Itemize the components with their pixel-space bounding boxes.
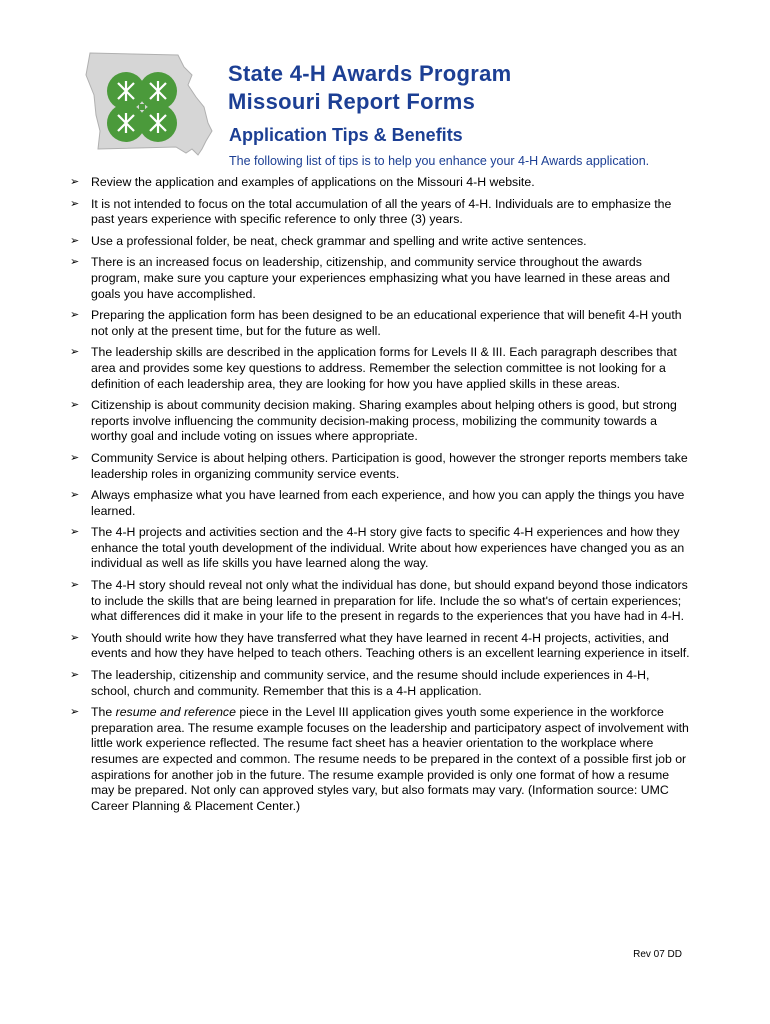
tip-item [70,308,690,339]
tip-text: The 4-H story should reveal not only what the individual has done, but should expand beyond those indicators to include the skills that are being learned in preparation for life. Include the so what's of certain experiences; what differences did it make in your life to the present in regards to the experiences that you have had in 4-H. [91,578,688,624]
tip-item [70,488,690,519]
tip-text: It is not intended to focus on the total accumulation of all the years of 4-H. Individuals are to emphasize the past years experience with specific reference to only three (3) years. [91,196,672,227]
clover-icon [107,72,177,142]
tip-text: Use a professional folder, be neat, check grammar and spelling and write active sentences. [91,233,587,248]
page-subtitle: Application Tips & Benefits [229,125,463,145]
arrow-bullet-icon: ➢ [70,309,80,322]
arrow-bullet-icon: ➢ [70,176,80,188]
arrow-bullet-icon: ➢ [70,451,80,464]
arrow-bullet-icon: ➢ [70,399,80,412]
tip-text: Preparing the application form has been designed to be an educational experience that will benefit 4-H youth not only at the present time, but for the future as well. [91,308,682,338]
tips-list [70,175,690,820]
arrow-bullet-icon: ➢ [70,197,80,210]
tip-item-resume [70,705,690,814]
tip-item [70,175,690,191]
tip-text: Community Service is about helping others. Participation is good, however the stronger reports members take leadership roles in organizing community service events. [91,450,688,481]
intro-text: The following list of tips is to help you enhance your 4-H Awards application. [229,154,650,168]
tip-item [70,525,690,572]
arrow-bullet-icon: ➢ [70,631,80,644]
tip-item [70,668,690,699]
tip-text: The leadership, citizenship and community service, and the resume should include experiences in 4-H, school, church and community. Remember that this is a 4-H application. [91,668,650,698]
arrow-bullet-icon: ➢ [70,346,80,359]
arrow-bullet-icon: ➢ [70,526,80,539]
arrow-bullet-icon: ➢ [70,256,80,269]
tip-text: Youth should write how they have transferred what they have learned in recent 4-H projects, activities, and events and how they have helped to teach others. Teaching others is an excellent learning experience in itself. [91,630,690,661]
tip-item [70,255,690,302]
tip-text: Review the application and examples of applications on the Missouri 4-H website. [91,175,535,189]
arrow-bullet-icon: ➢ [70,706,80,719]
arrow-bullet-icon: ➢ [70,669,80,682]
arrow-bullet-icon: ➢ [70,579,80,592]
title-line-1: State 4-H Awards Program [228,61,512,86]
tip-text: Citizenship is about community decision making. Sharing examples about helping others is good, but strong reports involve influencing the community decision-making process, mobilizing the community towards a worthy goal and include voting on issues where appropriate. [91,398,677,444]
tip-item [70,631,690,662]
tip-item [70,197,690,228]
tip-text-prefix: The [91,705,116,720]
arrow-bullet-icon: ➢ [70,234,80,247]
tip-item [70,234,690,250]
tip-text: Always emphasize what you have learned from each experience, and how you can apply the things you have learned. [91,488,685,518]
tip-item [70,345,690,392]
title-line-2: Missouri Report Forms [228,89,476,114]
revision-label: Rev 07 DD [633,949,682,960]
tip-text-suffix: piece in the Level III application gives youth some experience in the workforce preparation area. The resume example focuses on the leadership and participatory aspect of involvement with little work experience reflected. The resume fact sheet has a heavier orientation to the workplace where resumes are expected and common. The resume needs to be prepared in the context of a possible first job or aspirations for another job in the future. The resume example provided is only one format of how a resume may be prepared. Not only can approved styles vary, but also formats may vary. (Information source: UMC Career Planning & Placement Center.) [91,705,689,813]
tip-text: The leadership skills are described in the application forms for Levels II & III. Each paragraph describes that area and provides some key questions to address. Remember the selection committee is not looking for a definition of each leadership area, they are looking for how you have applied skills in these areas. [91,345,677,391]
arrow-bullet-icon: ➢ [70,489,80,502]
tip-text: There is an increased focus on leadership, citizenship, and community service throughout the awards program, make sure you capture your experiences emphasizing what you have learned in these areas and goals you have accomplished. [91,255,670,301]
page-title [228,60,512,116]
tip-text-emphasis: resume and reference [115,705,236,720]
tip-item [70,578,690,625]
tip-item [70,398,690,445]
tip-text: The 4-H projects and activities section and the 4-H story give facts to specific 4-H experiences and how they enhance the total youth development of the individual. Write about how experiences have changed you as an individual as well as life skills you have learned along the way. [91,525,685,571]
tip-item [70,451,690,482]
4h-clover-missouri-logo [80,45,220,165]
